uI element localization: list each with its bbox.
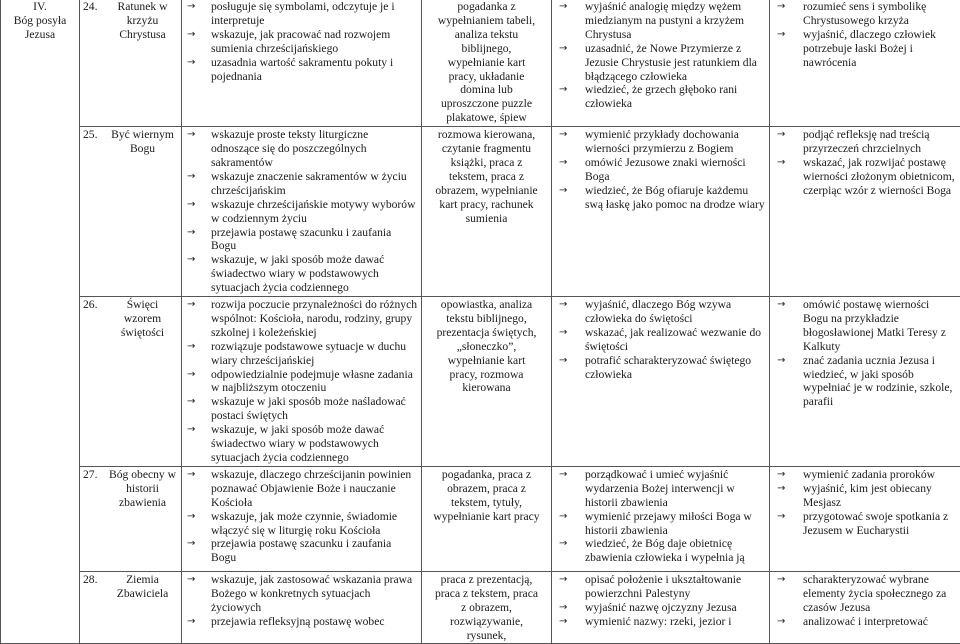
arrow-bullet-icon: →	[559, 184, 567, 198]
lesson-topic: Ratunek w krzyżu Chrystusa	[107, 0, 178, 42]
list-item	[555, 510, 766, 538]
topic-cell	[80, 127, 182, 297]
lesson-topic: Ziemia Zbawiciela	[107, 573, 178, 601]
bullet-list	[185, 573, 418, 629]
list-item	[185, 28, 418, 56]
lesson-topic: Święci wzorem świętości	[107, 298, 178, 340]
attitudes-cell	[770, 0, 960, 127]
list-item	[555, 0, 766, 42]
arrow-bullet-icon: →	[777, 615, 785, 629]
attitudes-text: wskazać, jak rozwijać postawę wierności złożonym obietnicom, czerpiąc wzór z wierności Boga	[803, 156, 955, 197]
bullet-list	[555, 298, 766, 381]
bullet-list	[773, 0, 957, 70]
aims-cell	[182, 297, 422, 467]
bullet-list	[773, 468, 957, 538]
list-item	[185, 128, 418, 170]
topic-cell	[80, 0, 182, 127]
skills-text: wymienić przykłady dochowania wierności przymierzu z Bogiem	[585, 128, 739, 155]
arrow-bullet-icon: →	[777, 510, 785, 524]
skills-text: opisać położenie i ukształtowanie powierzchni Palestyny	[585, 573, 741, 600]
arrow-bullet-icon: →	[559, 537, 567, 551]
arrow-bullet-icon: →	[777, 28, 785, 42]
aim-text: wskazuje, w jaki sposób może dawać świadectwo wiary w podstawowych sytuacjach życia codziennego	[211, 423, 384, 464]
list-item	[185, 170, 418, 198]
list-item	[555, 83, 766, 111]
list-item	[555, 468, 766, 510]
aim-text: wskazuje chrześcijańskie motywy wyborów w codziennym życiu	[211, 198, 415, 225]
aim-text: rozwija poczucie przynależności do różnych wspólnot: Kościoła, narodu, rodziny, grupy szkolnej i koleżeńskiej	[211, 298, 417, 339]
arrow-bullet-icon: →	[187, 510, 195, 524]
skills-text: wskazać, jak realizować wezwanie do świętości	[585, 326, 761, 353]
methods-text: pogadanka, praca z obrazem, praca z tekstem, tytuły, wypełnianie kart pracy	[425, 468, 548, 524]
methods-text: opowiastka, analiza tekstu biblijnego, prezentacja świętych, „słoneczko”, wypełnianie kart pracy, rozmowa kierowana	[425, 298, 548, 395]
arrow-bullet-icon: →	[187, 340, 195, 354]
skills-cell	[552, 571, 770, 644]
skills-text: wiedzieć, że Bóg daje obietnicę zbawienia człowieka i wypełnia ją	[585, 537, 745, 564]
list-item	[555, 537, 766, 565]
skills-text: omówić Jezusowe znaki wierności Boga	[585, 156, 746, 183]
list-item	[555, 184, 766, 212]
list-item	[185, 340, 418, 368]
topic-cell	[80, 466, 182, 571]
table-row	[1, 127, 960, 297]
list-item	[185, 423, 418, 465]
methods-text: praca z prezentacją, praca z tekstem, praca z obrazem, rozwiązywanie, rysunek,	[425, 573, 548, 643]
arrow-bullet-icon: →	[559, 298, 567, 312]
arrow-bullet-icon: →	[559, 615, 567, 629]
aims-cell	[182, 466, 422, 571]
table-row	[1, 0, 960, 127]
arrow-bullet-icon: →	[559, 128, 567, 142]
list-item	[185, 615, 418, 629]
list-item	[773, 482, 957, 510]
arrow-bullet-icon: →	[187, 226, 195, 240]
list-item	[773, 510, 957, 538]
skills-text: wiedzieć, że Bóg ofiaruje każdemu swą łaskę jako pomoc na drodze wiary	[585, 184, 765, 211]
table-row	[1, 297, 960, 467]
arrow-bullet-icon: →	[777, 298, 785, 312]
aim-text: wskazuje, dlaczego chrześcijanin powinien poznawać Objawienie Boże i nauczanie Kościoła	[211, 468, 411, 509]
aim-text: odpowiedzialnie podejmuje własne zadania w najbliższym otoczeniu	[211, 368, 413, 395]
arrow-bullet-icon: →	[777, 573, 785, 587]
list-item	[185, 0, 418, 28]
lesson-number: 28.	[83, 573, 107, 601]
aim-text: rozwiązuje podstawowe sytuacje w duchu wiary chrześcijańskiej	[211, 340, 406, 367]
lesson-number: 25.	[83, 128, 107, 156]
topic-cell	[80, 571, 182, 644]
list-item	[555, 615, 766, 629]
list-item	[555, 601, 766, 615]
arrow-bullet-icon: →	[559, 573, 567, 587]
arrow-bullet-icon: →	[187, 198, 195, 212]
list-item	[773, 573, 957, 615]
bullet-list	[185, 128, 418, 295]
arrow-bullet-icon: →	[777, 0, 785, 14]
list-item	[773, 298, 957, 354]
arrow-bullet-icon: →	[559, 354, 567, 368]
arrow-bullet-icon: →	[187, 423, 195, 437]
list-item	[773, 354, 957, 410]
arrow-bullet-icon: →	[187, 253, 195, 267]
arrow-bullet-icon: →	[187, 56, 195, 70]
arrow-bullet-icon: →	[559, 601, 567, 615]
arrow-bullet-icon: →	[559, 468, 567, 482]
list-item	[555, 128, 766, 156]
arrow-bullet-icon: →	[777, 128, 785, 142]
bullet-list	[773, 573, 957, 629]
list-item	[555, 298, 766, 326]
aim-text: przejawia refleksyjną postawę wobec	[211, 615, 385, 628]
aim-text: wskazuje znaczenie sakramentów w życiu chrześcijańskim	[211, 170, 407, 197]
unit-cell	[1, 0, 80, 644]
list-item	[555, 326, 766, 354]
list-item	[773, 128, 957, 156]
arrow-bullet-icon: →	[187, 573, 195, 587]
attitudes-text: omówić postawę wierności Bogu na przykładzie błogosławionej Matki Teresy z Kalkuty	[803, 298, 946, 353]
arrow-bullet-icon: →	[187, 170, 195, 184]
arrow-bullet-icon: →	[777, 468, 785, 482]
skills-text: uzasadnić, że Nowe Przymierze z Jezusie Chrystusie jest ratunkiem dla błądzącego człowieka	[585, 42, 757, 83]
list-item	[185, 368, 418, 396]
list-item	[773, 468, 957, 482]
arrow-bullet-icon: →	[187, 368, 195, 382]
methods-cell	[422, 466, 552, 571]
attitudes-text: rozumieć sens i symbolikę Chrystusowego krzyża	[803, 0, 926, 27]
methods-cell	[422, 297, 552, 467]
aim-text: przejawia postawę szacunku i zaufania Bogu	[211, 537, 391, 564]
skills-text: wiedzieć, że grzech głęboko rani człowieka	[585, 83, 737, 110]
skills-text: wyjaśnić nazwę ojczyzny Jezusa	[585, 601, 737, 614]
aim-text: posługuje się symbolami, odczytuje je i interpretuje	[211, 0, 395, 27]
attitudes-text: wyjaśnić, dlaczego człowiek potrzebuje łaski Bożej i nawrócenia	[803, 28, 936, 69]
aim-text: wskazuje, jak pracować nad rozwojem sumienia chrześcijańskiego	[211, 28, 390, 55]
lesson-number: 27.	[83, 468, 107, 510]
list-item	[555, 354, 766, 382]
arrow-bullet-icon: →	[187, 615, 195, 629]
arrow-bullet-icon: →	[187, 28, 195, 42]
skills-text: wyjaśnić analogię między wężem miedzianym na pustyni a krzyżem Chrystusa	[585, 0, 744, 41]
arrow-bullet-icon: →	[187, 298, 195, 312]
list-item	[185, 198, 418, 226]
list-item	[773, 156, 957, 198]
table-row	[1, 571, 960, 644]
skills-text: wyjaśnić, dlaczego Bóg wzywa człowieka do świętości	[585, 298, 731, 325]
skills-cell	[552, 0, 770, 127]
attitudes-text: wymienić zadania proroków	[803, 468, 935, 481]
bullet-list	[185, 298, 418, 465]
bullet-list	[555, 468, 766, 565]
attitudes-text: analizować i interpretować	[803, 615, 928, 628]
skills-cell	[552, 127, 770, 297]
list-item	[185, 537, 418, 565]
aim-text: wskazuje proste teksty liturgiczne odnoszące się do poszczególnych sakramentów	[211, 128, 368, 169]
lesson-topic: Bóg obecny w historii zbawienia	[107, 468, 178, 510]
attitudes-text: przygotować swoje spotkania z Jezusem w Eucharystii	[803, 510, 948, 537]
arrow-bullet-icon: →	[777, 482, 785, 496]
aims-cell	[182, 571, 422, 644]
aim-text: wskazuje, jak zastosować wskazania prawa Bożego w konkretnych sytuacjach życiowych	[211, 573, 412, 614]
lesson-number: 24.	[83, 0, 107, 42]
lesson-number: 26.	[83, 298, 107, 340]
list-item	[555, 42, 766, 84]
table-row	[1, 466, 960, 571]
arrow-bullet-icon: →	[559, 510, 567, 524]
list-item	[185, 468, 418, 510]
list-item	[773, 615, 957, 629]
bullet-list	[185, 468, 418, 565]
skills-text: wymienić nazwy: rzeki, jezior i	[585, 615, 731, 628]
skills-text: potrafić scharakteryzować świętego człowieka	[585, 354, 751, 381]
arrow-bullet-icon: →	[559, 326, 567, 340]
list-item	[185, 510, 418, 538]
methods-text: pogadanka z wypełnianiem tabeli, analiza tekstu biblijnego, wypełnianie kart pracy, układanie domina lub uproszczone puzzle plakatowe, śpiew	[425, 0, 548, 125]
arrow-bullet-icon: →	[559, 156, 567, 170]
aim-text: wskazuje w jaki sposób może naśladować postaci świętych	[211, 395, 406, 422]
methods-cell	[422, 127, 552, 297]
list-item	[185, 226, 418, 254]
arrow-bullet-icon: →	[187, 468, 195, 482]
bullet-list	[773, 128, 957, 198]
attitudes-cell	[770, 571, 960, 644]
arrow-bullet-icon: →	[559, 42, 567, 56]
aims-cell	[182, 0, 422, 127]
arrow-bullet-icon: →	[187, 0, 195, 14]
skills-cell	[552, 466, 770, 571]
attitudes-text: znać zadania ucznia Jezusa i wiedzieć, w jaki sposób wypełniać je w rodzinie, szkole, parafii	[803, 354, 952, 409]
bullet-list	[555, 573, 766, 629]
attitudes-text: podjąć refleksję nad treścią przyrzeczeń chrzcielnych	[803, 128, 930, 155]
attitudes-text: wyjaśnić, kim jest obiecany Mesjasz	[803, 482, 932, 509]
list-item	[185, 56, 418, 84]
list-item	[185, 573, 418, 615]
aim-text: uzasadnia wartość sakramentu pokuty i pojednania	[211, 56, 393, 83]
arrow-bullet-icon: →	[187, 395, 195, 409]
list-item	[185, 253, 418, 295]
arrow-bullet-icon: →	[187, 537, 195, 551]
bullet-list	[185, 0, 418, 83]
aim-text: przejawia postawę szacunku i zaufania Bogu	[211, 226, 391, 253]
lesson-topic: Być wiernym Bogu	[107, 128, 178, 156]
list-item	[555, 156, 766, 184]
arrow-bullet-icon: →	[777, 156, 785, 170]
list-item	[185, 298, 418, 340]
methods-cell	[422, 0, 552, 127]
aim-text: wskazuje, w jaki sposób może dawać świadectwo wiary w podstawowych sytuacjach życia codziennego	[211, 253, 384, 294]
attitudes-cell	[770, 127, 960, 297]
list-item	[773, 0, 957, 28]
skills-cell	[552, 297, 770, 467]
bullet-list	[555, 0, 766, 111]
arrow-bullet-icon: →	[559, 0, 567, 14]
methods-text: rozmowa kierowana, czytanie fragmentu książki, praca z tekstem, praca z obrazem, wypełnianie kart pracy, rachunek sumienia	[425, 128, 548, 225]
methods-cell	[422, 571, 552, 644]
skills-text: porządkować i umieć wyjaśnić wydarzenia Bożej interwencji w historii zbawienia	[585, 468, 735, 509]
list-item	[773, 28, 957, 70]
arrow-bullet-icon: →	[187, 128, 195, 142]
bullet-list	[773, 298, 957, 409]
topic-cell	[80, 297, 182, 467]
skills-text: wymienić przejawy miłości Boga w historii zbawienia	[585, 510, 752, 537]
aim-text: wskazuje, jak może czynnie, świadomie włączyć się w liturgię roku Kościoła	[211, 510, 397, 537]
attitudes-text: scharakteryzować wybrane elementy życia społecznego za czasów Jezusa	[803, 573, 946, 614]
list-item	[555, 573, 766, 601]
unit-label: IV. Bóg posyła Jezusa	[4, 0, 76, 154]
aims-cell	[182, 127, 422, 297]
attitudes-cell	[770, 297, 960, 467]
attitudes-cell	[770, 466, 960, 571]
arrow-bullet-icon: →	[777, 354, 785, 368]
arrow-bullet-icon: →	[559, 83, 567, 97]
list-item	[185, 395, 418, 423]
bullet-list	[555, 128, 766, 211]
